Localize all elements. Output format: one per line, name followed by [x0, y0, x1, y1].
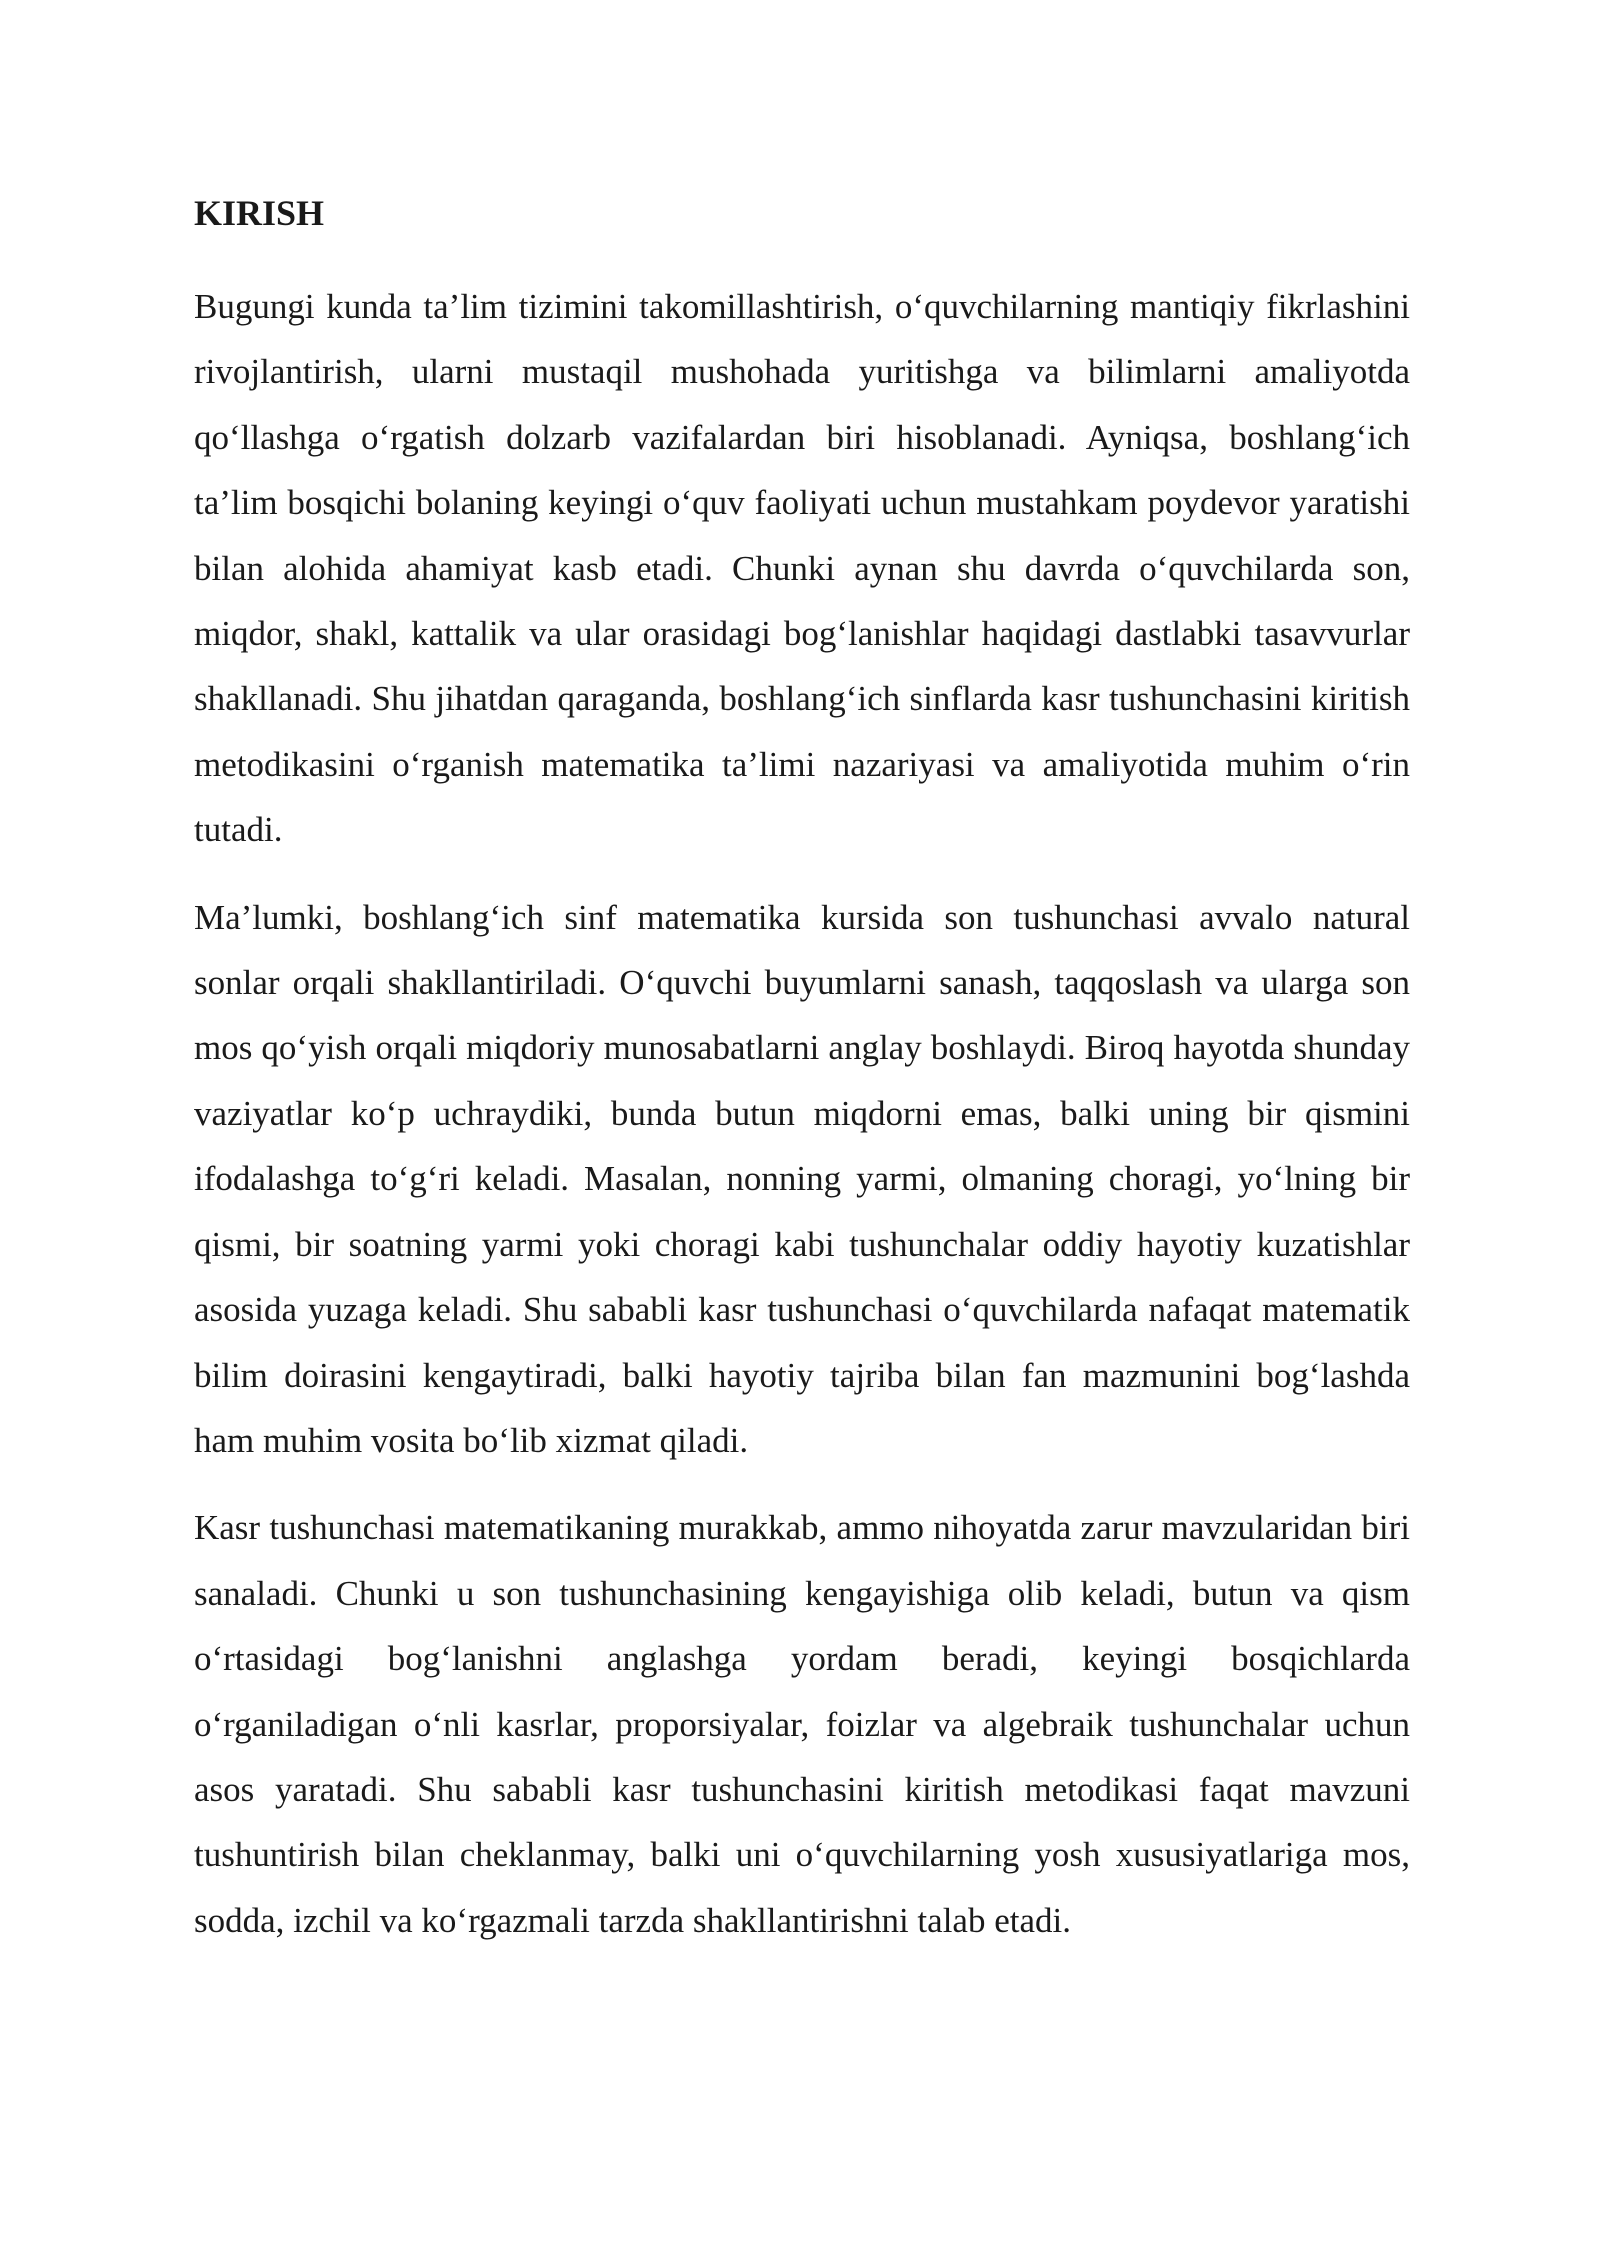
paragraph-1: Bugungi kunda ta’lim tizimini takomillashtirish, o‘quvchilarning mantiqiy fikrlashini rivojlantirish, ularni mustaqil mushohada yuritishga va bilimlarni amaliyotda qo‘llashga o‘rgatish dolzarb vazifalardan biri hisoblanadi. Ayniqsa, boshlang‘ich ta’lim bosqichi bolaning keyingi o‘quv faoliyati uchun mustahkam poydevor yaratishi bilan alohida ahamiyat kasb etadi. Chunki aynan shu davrda o‘quvchilarda son, miqdor, shakl, kattalik va ular orasidagi bog‘lanishlar haqidagi dastlabki tasavvurlar shakllanadi. Shu jihatdan qaraganda, boshlang‘ich sinflarda kasr tushunchasini kiritish metodikasini o‘rganish matematika ta’limi nazariyasi va amaliyotida muhim o‘rin tutadi.: [194, 287, 1410, 850]
paragraph-3: Kasr tushunchasi matematikaning murakkab, ammo nihoyatda zarur mavzularidan biri sanaladi. Chunki u son tushunchasining kengayishiga olib keladi, butun va qism o‘rtasidagi bog‘lanishni anglashga yordam beradi, keyingi bosqichlarda o‘rganiladigan o‘nli kasrlar, proporsiyalar, foizlar va algebraik tushunchalar uchun asos yaratadi. Shu sababli kasr tushunchasini kiritish metodikasi faqat mavzuni tushuntirish bilan cheklanmay, balki uni o‘quvchilarning yosh xususiyatlariga mos, sodda, izchil va ko‘rgazmali tarzda shakllantirishni talab etadi.: [194, 1508, 1410, 1940]
document-body: [194, 190, 1410, 1975]
section-heading: KIRISH: [194, 193, 325, 233]
paragraph-2: Ma’lumki, boshlang‘ich sinf matematika kursida son tushunchasi avvalo natural sonlar orqali shakllantiriladi. O‘quvchi buyumlarni sanash, taqqoslash va ularga son mos qo‘yish orqali miqdoriy munosabatlarni anglay boshlaydi. Biroq hayotda shunday vaziyatlar ko‘p uchraydiki, bunda butun miqdorni emas, balki uning bir qismini ifodalashga to‘g‘ri keladi. Masalan, nonning yarmi, olmaning choragi, yo‘lning bir qismi, bir soatning yarmi yoki choragi kabi tushunchalar oddiy hayotiy kuzatishlar asosida yuzaga keladi. Shu sababli kasr tushunchasi o‘quvchilarda nafaqat matematik bilim doirasini kengaytiradi, balki hayotiy tajriba bilan fan mazmunini bog‘lashda ham muhim vosita bo‘lib xizmat qiladi.: [194, 897, 1410, 1460]
